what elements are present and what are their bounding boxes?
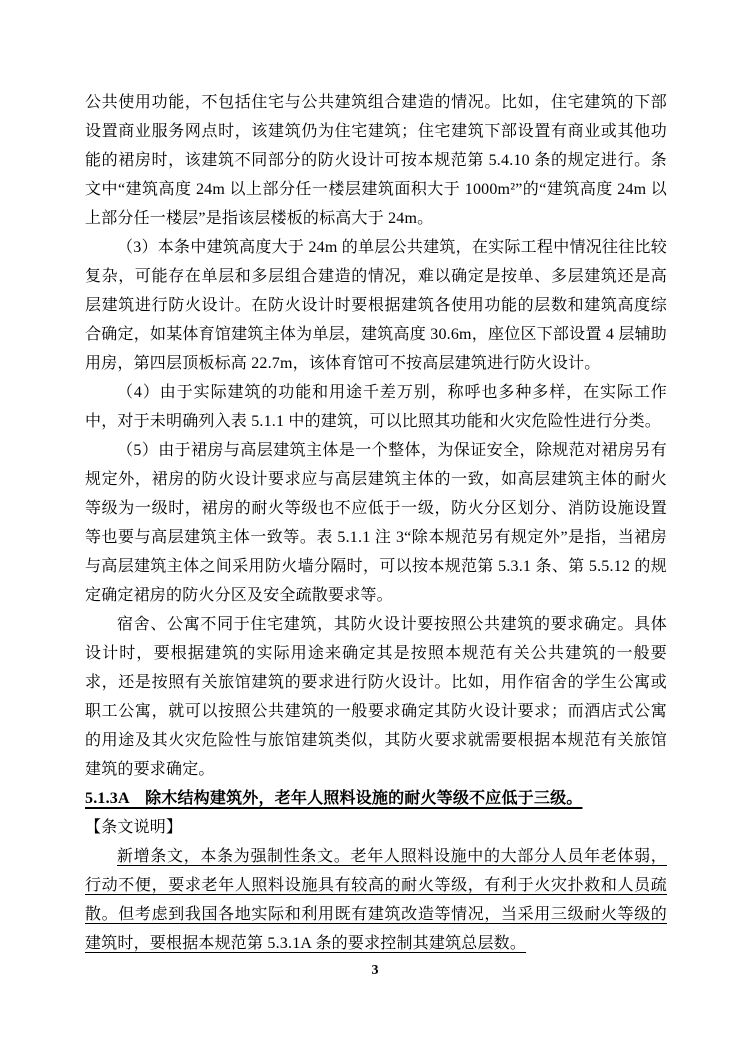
commentary-paragraph: 新增条文，本条为强制性条文。老年人照料设施中的大部分人员年老体弱，行动不便，要求老年人照料设施具有较高的耐火等级，有利于火灾扑救和人员疏散。但考虑到我国各地实际和利用既有建筑改造等情况，当采用三级耐火等级的建筑时，要根据本规范第 5.3.1A 条的要求控制其建筑总层数。 xyxy=(85,848,667,952)
paragraph-continuation: 公共使用功能，不包括住宅与公共建筑组合建造的情况。比如，住宅建筑的下部设置商业服务网点时，该建筑仍为住宅建筑；住宅建筑下部设置有商业或其他功能的裙房时，该建筑不同部分的防火设计可按本规范第 5.4.10 条的规定进行。条文中“建筑高度 24m 以上部分任一楼层建筑面积大于 1000m²”的“建筑高度 24m 以上部分任一楼层”是指该层楼板的标高大于 24m。 xyxy=(85,94,667,227)
page-number: 3 xyxy=(371,963,379,978)
commentary-label: 【条文说明】 xyxy=(85,819,183,836)
paragraph-item-4: （4）由于实际建筑的功能和用途千差万别，称呼也多种多样，在实际工作中，对于未明确列入表 5.1.1 中的建筑，可以比照其功能和火灾危险性进行分类。 xyxy=(85,384,667,430)
paragraph-dormitory-apartment: 宿舍、公寓不同于住宅建筑，其防火设计要按照公共建筑的要求确定。具体设计时，要根据建筑的实际用途来确定其是按照本规范有关公共建筑的一般要求，还是按照有关旅馆建筑的要求进行防火设计。比如，用作宿舍的学生公寓或职工公寓，就可以按照公共建筑的一般要求确定其防火设计要求；而酒店式公寓的用途及其火灾危险性与旅馆建筑类似，其防火要求就需要根据本规范有关旅馆建筑的要求确定。 xyxy=(85,616,667,778)
text-block xyxy=(85,88,667,958)
paragraph-item-3: （3）本条中建筑高度大于 24m 的单层公共建筑，在实际工程中情况往往比较复杂，可能存在单层和多层组合建造的情况，难以确定是按单、多层建筑还是高层建筑进行防火设计。在防火设计时要根据建筑各使用功能的层数和建筑高度综合确定，如某体育馆建筑主体为单层，建筑高度 30.6m，座位区下部设置 4 层辅助用房，第四层顶板标高 22.7m，该体育馆可不按高层建筑进行防火设计。 xyxy=(85,239,667,372)
paragraph-item-5: （5）由于裙房与高层建筑主体是一个整体，为保证安全，除规范对裙房另有规定外，裙房的防火设计要求应与高层建筑主体的一致，如高层建筑主体的耐火等级为一级时，裙房的耐火等级也不应低于一级，防火分区划分、消防设施设置等也要与高层建筑主体一致等。表 5.1.1 注 3“除本规范另有规定外”是指，当裙房与高层建筑主体之间采用防火墙分隔时，可以按本规范第 5.3.1 条、第 5.5.12 的规定确定裙房的防火分区及安全疏散要求等。 xyxy=(85,442,667,604)
section-heading-5-1-3a: 5.1.3A 除木结构建筑外，老年人照料设施的耐火等级不应低于三级。 xyxy=(85,790,583,807)
